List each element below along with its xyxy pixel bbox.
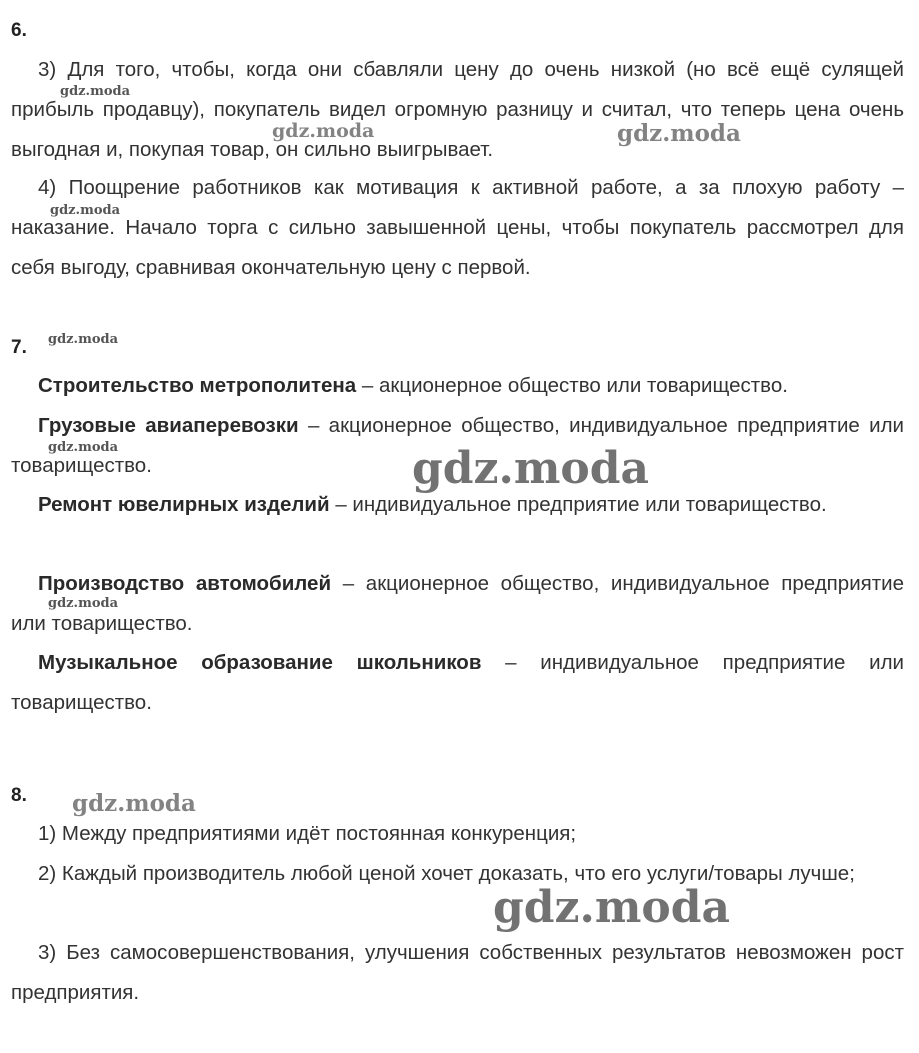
section-7-item-cars	[11, 564, 904, 644]
item-text: – акционерное общество, индивидуальное предприятие или товарищество.	[11, 414, 905, 477]
watermark: gdz.moda	[72, 790, 196, 817]
section-6-paragraph-4: 4) Поощрение работников как мотивация к активной работе, а за плохую работу – наказание. Начало торга с сильно завышенной цены, чтобы покупатель рассмотрел для себя выгоду, сравнивая окончательную цену с первой.	[11, 176, 904, 279]
watermark: gdz.moda	[48, 596, 119, 611]
watermark: gdz.moda	[48, 332, 119, 347]
watermark: gdz.moda	[50, 203, 121, 218]
section-8-paragraph-2: 2) Каждый производитель любой ценой хочет доказать, что его услуги/товары лучше;	[38, 862, 855, 885]
watermark: gdz.moda	[272, 120, 375, 142]
watermark: gdz.moda	[48, 440, 119, 455]
section-number-8: 8.	[11, 785, 27, 806]
item-text: – индивидуальное предприятие или товарищество.	[11, 651, 904, 714]
section-number-6: 6.	[11, 20, 27, 41]
section-8-paragraph-1: 1) Между предприятиями идёт постоянная конкуренция;	[38, 822, 577, 845]
section-6-paragraph-3: 3) Для того, чтобы, когда они сбавляли цену до очень низкой (но всё ещё сулящей прибыль продавцу), покупатель видел огромную разницу и считал, что теперь цена очень выгодная и, покупая товар, он сильно выигрывает.	[11, 58, 904, 161]
item-term: Музыкальное образование школьников	[38, 651, 482, 674]
watermark: gdz.moda	[60, 84, 131, 99]
section-number-7: 7.	[11, 337, 27, 358]
section-7-item-metro	[11, 366, 904, 406]
item-term: Строительство метрополитена	[38, 374, 357, 397]
item-text: – акционерное общество или товарищество.	[356, 374, 788, 397]
section-8-paragraph-3: 3) Без самосовершенствования, улучшения собственных результатов невозможен рост предприятия.	[11, 941, 904, 1004]
item-text: – акционерное общество, индивидуальное предприятие или товарищество.	[11, 572, 904, 635]
item-term: Грузовые авиаперевозки	[38, 414, 299, 437]
item-term: Ремонт ювелирных изделий	[38, 493, 330, 516]
watermark: gdz.moda	[493, 882, 731, 933]
watermark: gdz.moda	[617, 120, 741, 147]
item-text: – индивидуальное предприятие или товарищество.	[329, 493, 827, 516]
section-7-item-music	[11, 643, 904, 723]
watermark: gdz.moda	[412, 443, 650, 494]
item-term: Производство автомобилей	[38, 572, 332, 595]
